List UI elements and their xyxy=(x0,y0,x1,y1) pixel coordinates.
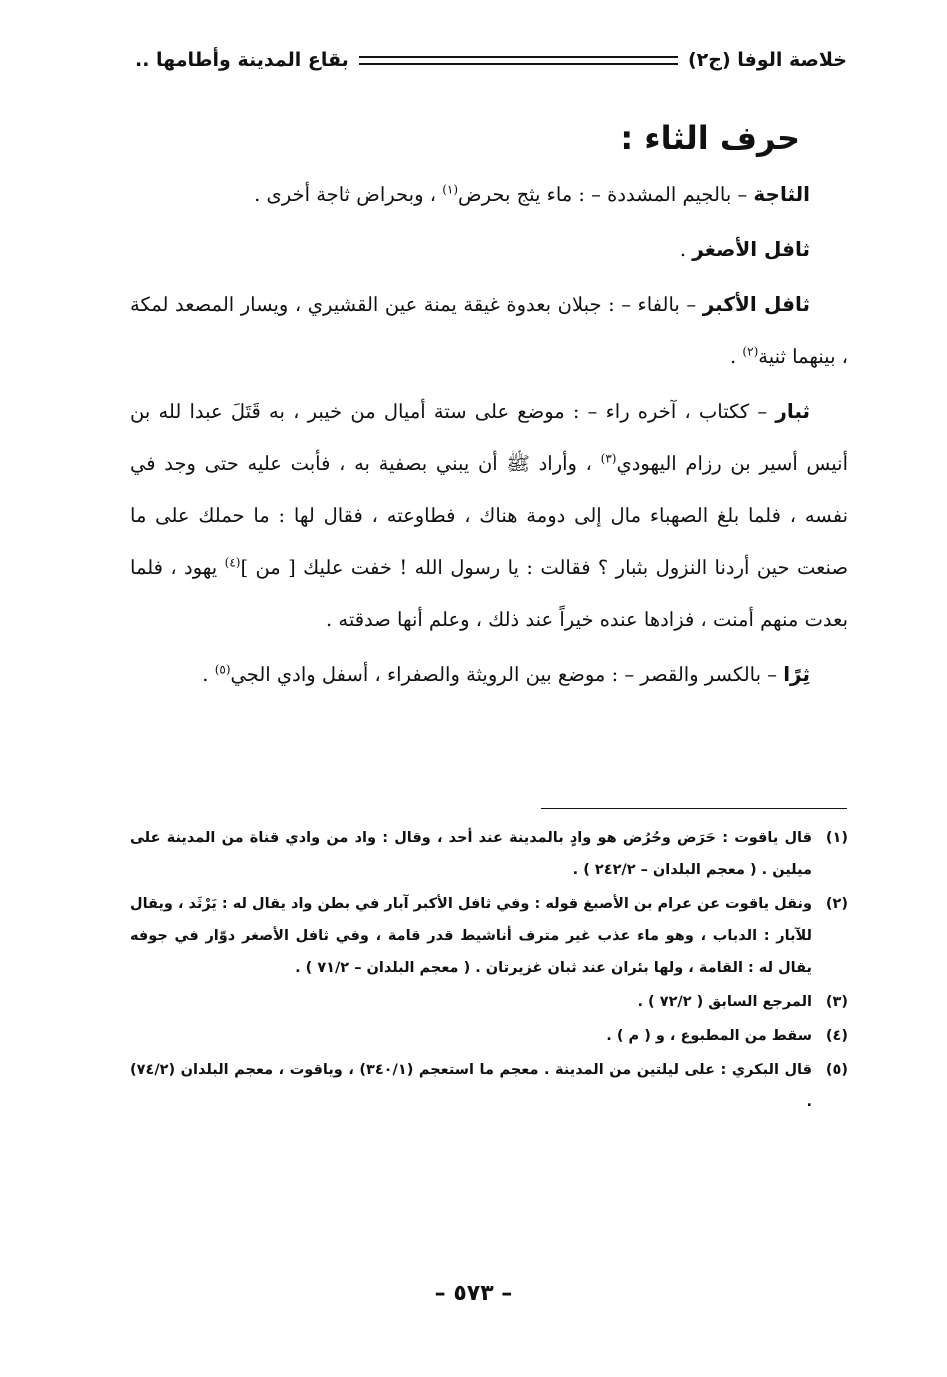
footnotes xyxy=(130,822,848,1120)
footnote-item xyxy=(130,1020,848,1052)
entry-text-continued: ، وأراد ﷺ أن يبني بصفية به ، فأبت عليه حتى وجد في نفسه ، فلما بلغ الصهباء مال إلى دومة هناك ، فطاوعته ، فقال لها : ما حملك على ما صنعت حين أردنا النزول بثبار ؟ فقالت : يا رسول الله ! خفت عليك [ من ] xyxy=(130,452,848,579)
chapter-title: بقاع المدينة وأطامها .. xyxy=(135,49,349,71)
entry-text-continued: . xyxy=(202,663,209,686)
footnote-text: سقط من المطبوع ، و ( م ) . xyxy=(606,1028,812,1044)
entry-term: ثِرًا xyxy=(783,662,810,686)
header-rule xyxy=(359,56,678,65)
entry-text: – بالفاء – : جبلان بعدوة غيقة يمنة عين القشيري ، ويسار المصعد لمكة ، بينهما ثنية xyxy=(130,293,848,368)
entry-term: الثاجة xyxy=(753,182,810,206)
footnote-number: (٢) xyxy=(825,896,848,912)
entry-text-continued: . xyxy=(730,345,737,368)
entry-text: – بالجيم المشددة – : ماء يثج بحرض xyxy=(458,183,748,206)
footnote-item xyxy=(130,1054,848,1118)
entry-text-continued: يهود ، فلما بعدت منهم أمنت ، فزادها عنده خيراً عند ذلك ، وعلم أنها صدقته . xyxy=(130,556,848,631)
entry-thira xyxy=(130,648,848,701)
entry-term: ثبار xyxy=(775,399,811,423)
footnote-text: المرجع السابق ( ٧٢/٢ ) . xyxy=(637,994,812,1010)
page-number: – ٥٧٣ – xyxy=(434,1281,513,1306)
footnote-ref[interactable]: (٤) xyxy=(224,555,241,570)
footnote-text: قال ياقوت : حَرَض وحُرُض هو وادٍ بالمدينة عند أحد ، وقال : واد من وادي قناة من المدينة على ميلين . ( معجم البلدان – ٢٤٢/٢ ) . xyxy=(130,830,812,878)
entry-thafil-akbar xyxy=(130,278,848,383)
footnote-ref[interactable]: (١) xyxy=(442,182,459,197)
section-heading: حرف الثاء : xyxy=(620,119,800,157)
footnote-ref[interactable]: (٥) xyxy=(214,662,231,677)
entry-thibar xyxy=(130,385,848,646)
footnote-number: (٥) xyxy=(825,1062,848,1078)
footnote-number: (٤) xyxy=(825,1028,848,1044)
footnote-separator xyxy=(541,808,847,809)
entry-text: – بالكسر والقصر – : موضع بين الرويثة والصفراء ، أسفل وادي الجي xyxy=(230,663,777,686)
entry-term: ثافل الأكبر xyxy=(702,292,810,316)
footnote-number: (٣) xyxy=(825,994,848,1010)
footnote-ref[interactable]: (٣) xyxy=(600,451,617,466)
book-title: خلاصة الوفا (ج٢) xyxy=(687,49,847,71)
footnote-text: قال البكري : على ليلتين من المدينة . معجم ما استعجم (٣٤٠/١) ، وياقوت ، معجم البلدان (٧٤/٢) . xyxy=(130,1062,812,1110)
main-text xyxy=(130,168,848,703)
entry-text: – ككتاب ، آخره راء – : موضع على ستة أميال من خيبر ، به قَتَلَ عبدا لله بن أنيس أسير بن رزام اليهودي xyxy=(130,400,849,475)
footnote-item xyxy=(130,888,848,984)
entry-thafil-asghar xyxy=(130,223,848,276)
running-header xyxy=(135,42,847,78)
entry-term: ثافل الأصغر xyxy=(692,237,810,261)
entry-text: . xyxy=(679,238,687,261)
footnote-ref[interactable]: (٢) xyxy=(742,344,759,359)
footnote-item xyxy=(130,822,848,886)
entry-thajah xyxy=(130,168,848,221)
footnote-number: (١) xyxy=(825,830,848,846)
footnote-item xyxy=(130,986,848,1018)
entry-text-continued: ، وبحراض ثاجة أخرى . xyxy=(254,183,436,206)
footnote-text: ونقل ياقوت عن عرام بن الأصبغ قوله : وفي ثافل الأكبر آبار في بطن واد يقال له : يَرْثَد ، ويقال للآبار : الدباب ، وهو ماء عذب غير مترف أناشيط قدر قامة ، وفي ثافل الأصغر دوّار في جوفه يقال له : القامة ، ولها بئران عند ثبان غزيرتان . ( معجم البلدان – ٧١/٢ ) . xyxy=(130,896,812,976)
